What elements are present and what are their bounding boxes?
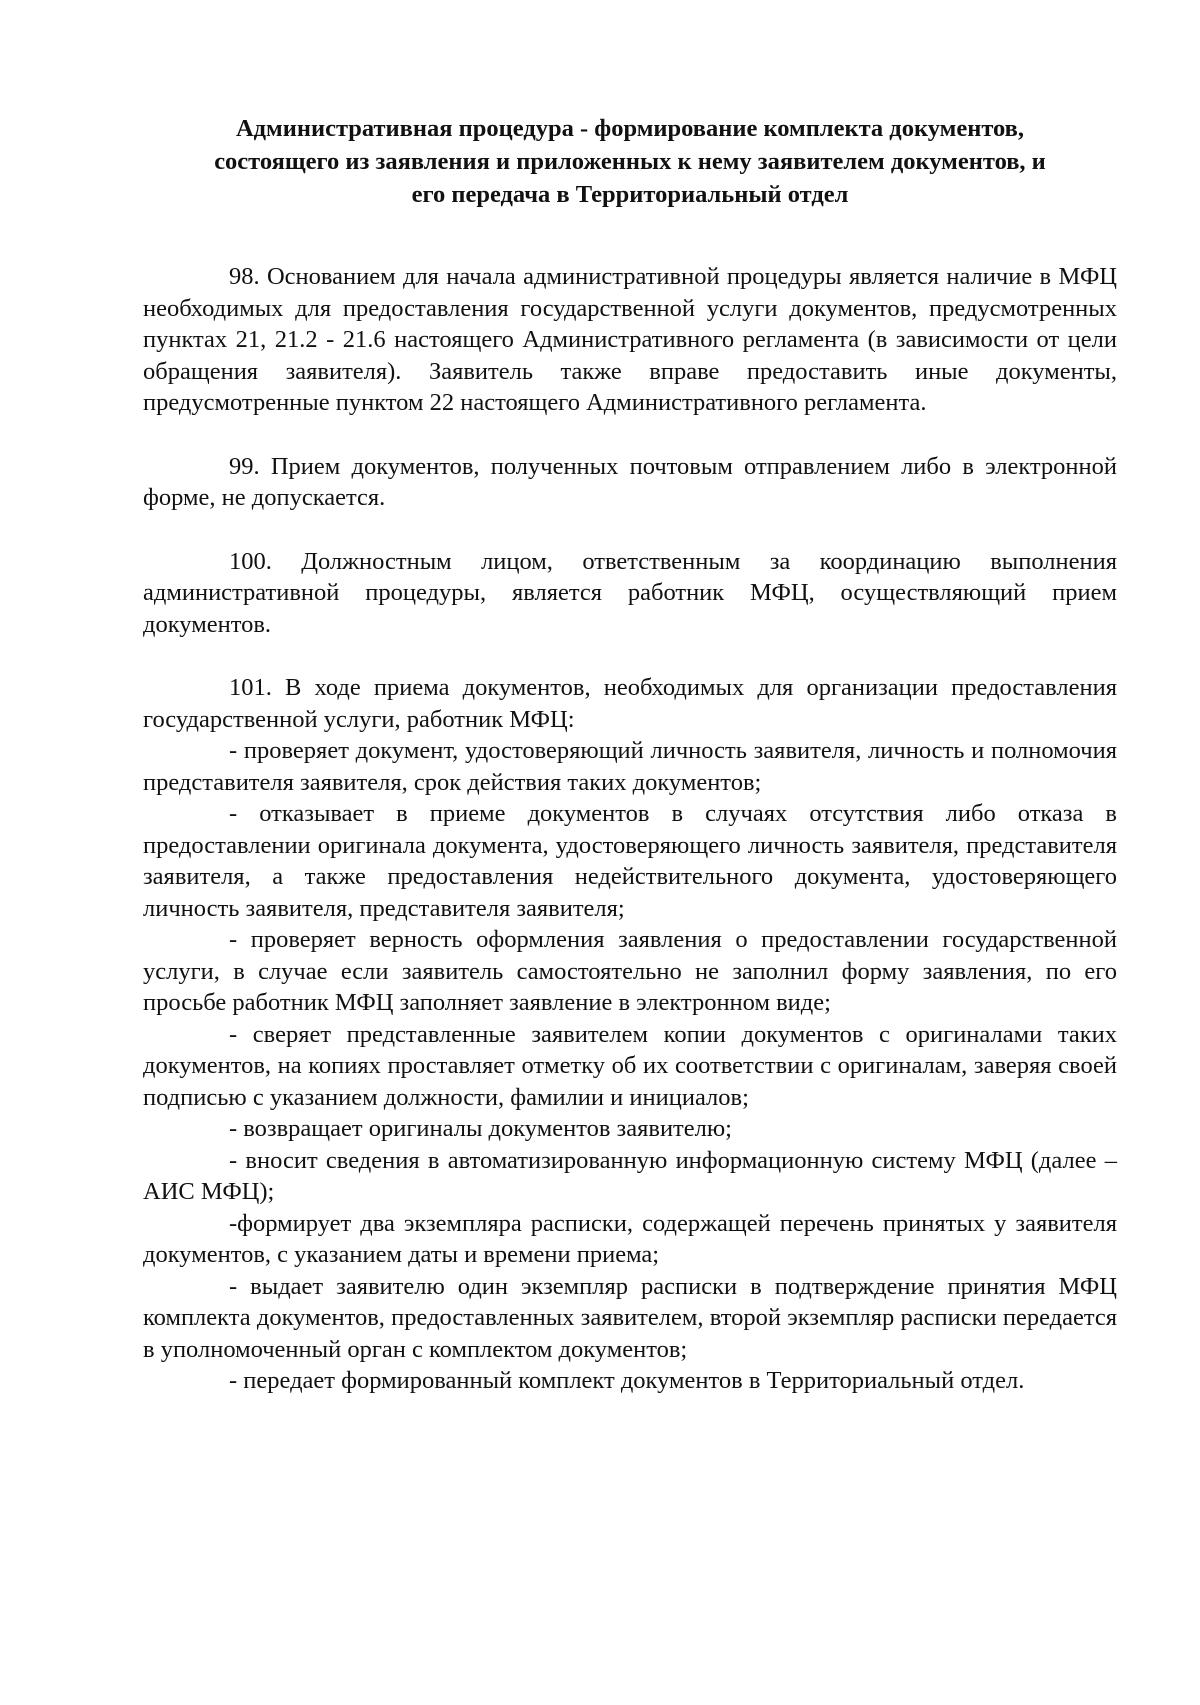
paragraph-98: 98. Основанием для начала административной процедуры является наличие в МФЦ необходимых для предоставления государственной услуги документов, предусмотренных пунктах 21, 21.2 - 21.6 настоящего Административного регламента (в зависимости от цели обращения заявителя). Заявитель также вправе предоставить иные документы, предусмотренные пунктом 22 настоящего Административного регламента. xyxy=(143,263,1117,416)
paragraph-100: 100. Должностным лицом, ответственным за координацию выполнения административной процедуры, является работник МФЦ, осуществляющий прием документов. xyxy=(143,547,1117,638)
bullet-item-8: - выдает заявителю один экземпляр расписки в подтверждение принятия МФЦ комплекта документов, предоставленных заявителем, второй экземпляр расписки передается в уполномоченный орган с комплектом документов; xyxy=(143,1272,1117,1363)
bullet-item-9: - передает формированный комплект документов в Территориальный отдел. xyxy=(229,1367,1025,1394)
bullet-item-2: - отказывает в приеме документов в случаях отсутствия либо отказа в предоставлении оригинала документа, удостоверяющего личность заявителя, представителя заявителя, а также предоставления недействительного документа, удостоверяющего личность заявителя, представителя заявителя; xyxy=(143,800,1117,922)
document-title xyxy=(143,112,1117,211)
bullet-item-5: - возвращает оригиналы документов заявителю; xyxy=(229,1115,732,1142)
title-line-3: его передача в Территориальный отдел xyxy=(411,181,849,208)
paragraph-101: 101. В ходе приема документов, необходимых для организации предоставления государственной услуги, работник МФЦ: xyxy=(143,674,1117,733)
bullet-item-1: - проверяет документ, удостоверяющий личность заявителя, личность и полномочия представителя заявителя, срок действия таких документов; xyxy=(143,737,1117,796)
title-line-1: Административная процедура - формирование комплекта документов, xyxy=(235,115,1025,142)
bullet-item-7: -формирует два экземпляра расписки, содержащей перечень принятых у заявителя документов, с указанием даты и времени приема; xyxy=(143,1209,1117,1268)
title-line-2: состоящего из заявления и приложенных к нему заявителем документов, и xyxy=(214,148,1046,175)
bullet-item-3: - проверяет верность оформления заявления о предоставлении государственной услуги, в случае если заявитель самостоятельно не заполнил форму заявления, по его просьбе работник МФЦ заполняет заявление в электронном виде; xyxy=(143,926,1117,1016)
bullet-item-6: - вносит сведения в автоматизированную информационную систему МФЦ (далее – АИС МФЦ); xyxy=(143,1146,1117,1205)
document-page xyxy=(143,112,1117,1397)
bullet-item-4: - сверяет представленные заявителем копии документов с оригиналами таких документов, на копиях проставляет отметку об их соответствии с оригиналам, заверяя своей подписью с указанием должности, фамилии и инициалов; xyxy=(143,1020,1117,1111)
paragraph-99: 99. Прием документов, полученных почтовым отправлением либо в электронной форме, не допускается. xyxy=(143,452,1117,511)
